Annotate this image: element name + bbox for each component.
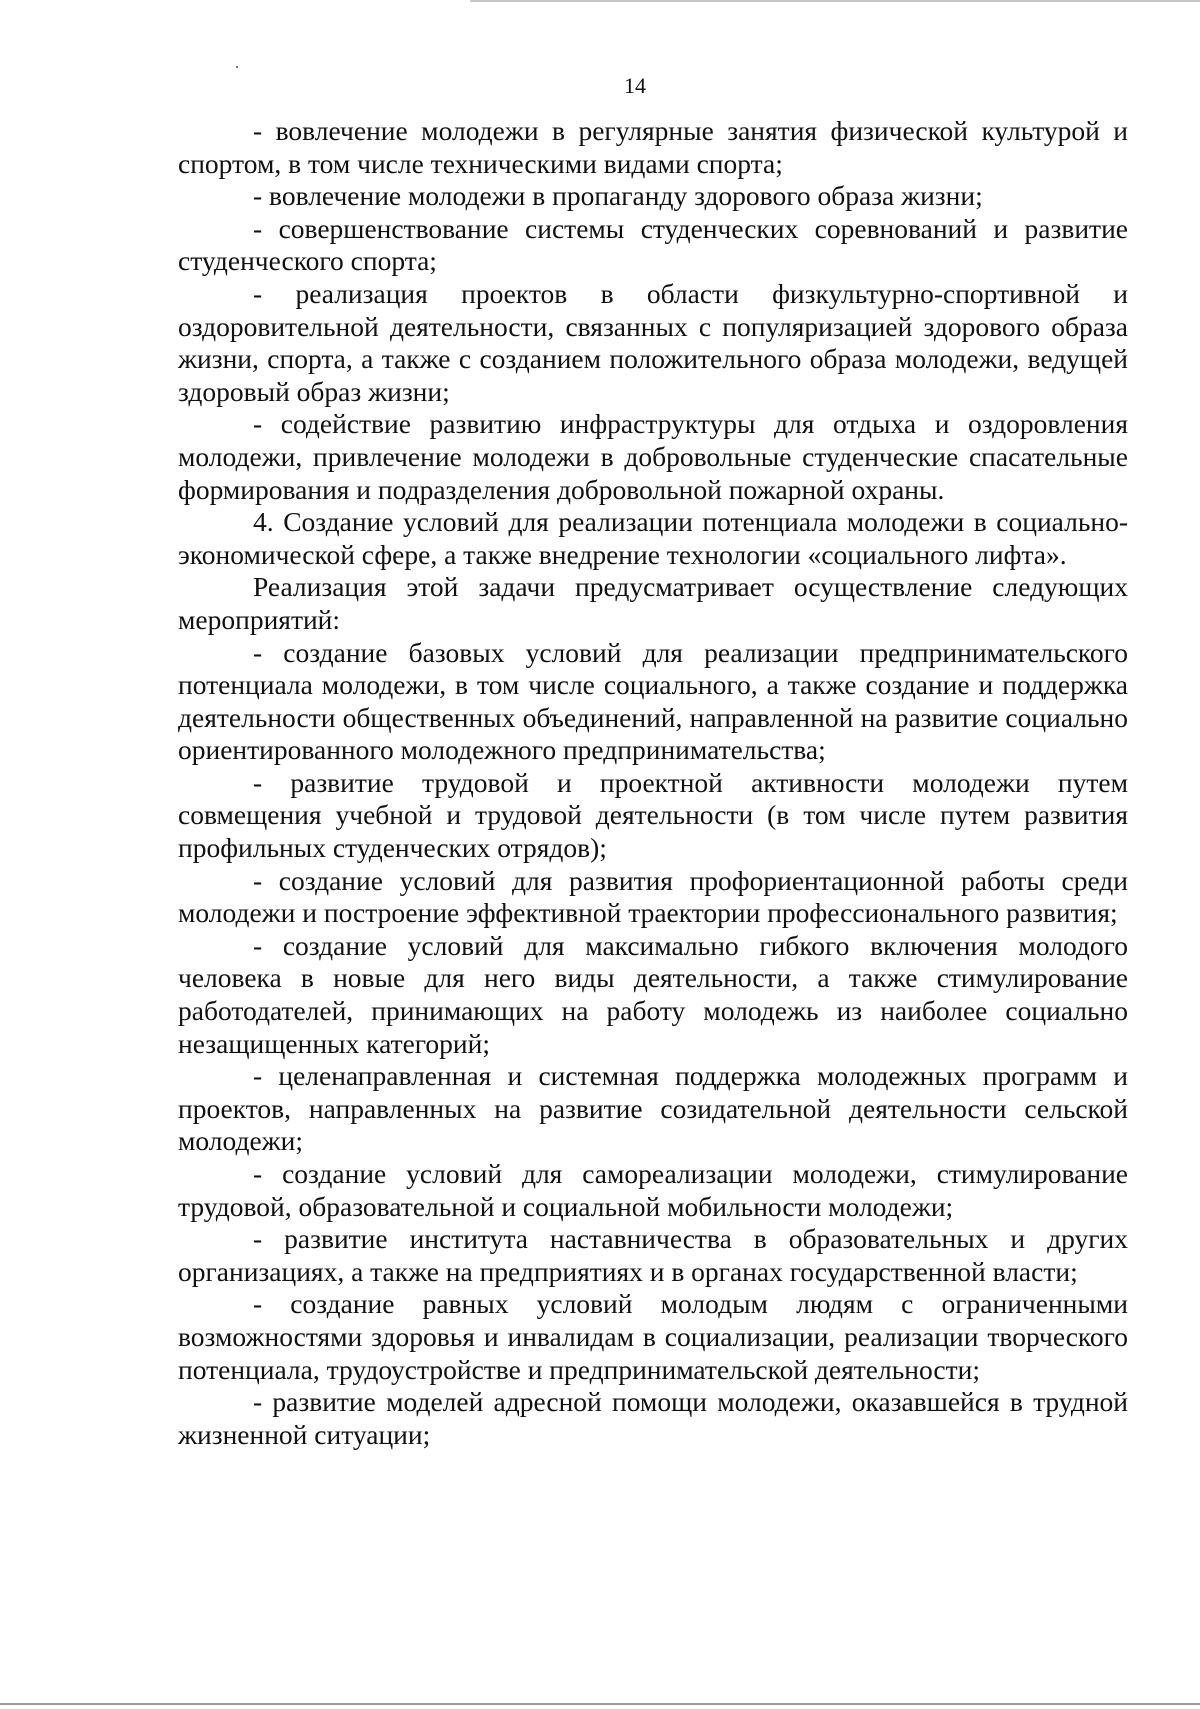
paragraph-self-realization: - создание условий для самореализации молодежи, стимулирование трудовой, образовательной и социальной мобильности молодежи; xyxy=(178,1158,1128,1222)
paragraph-career-guidance: - создание условий для развития профориентационной работы среди молодежи и построение эффективной траектории профессионального развития; xyxy=(178,864,1128,929)
paragraph-healthy-lifestyle-propaganda: - вовлечение молодежи в пропаганду здорового образа жизни; xyxy=(253,180,983,212)
paragraph-sport-projects: - реализация проектов в области физкультурно-спортивной и оздоровительной деятельности, связанных с популяризацией здорового образа жизни, спорта, а также с созданием положительного образа молодежи, ведущей здоровый образ жизни; xyxy=(178,277,1128,407)
paragraph-task-4-heading: 4. Создание условий для реализации потенциала молодежи в социально-экономической сфере, а также внедрение технологии «социального лифта». xyxy=(178,506,1128,570)
paragraph-mentorship: - развитие института наставничества в образовательных и других организациях, а также на предприятиях и в органах государственной власти; xyxy=(178,1223,1128,1287)
paragraph-task-4-intro: Реализация этой задачи предусматривает осуществление следующих мероприятий: xyxy=(178,571,1128,635)
paragraph-rural-youth: - целенаправленная и системная поддержка молодежных программ и проектов, направленных на развитие созидательной деятельности сельской молодежи; xyxy=(178,1060,1128,1157)
paragraph-labor-activity: - развитие трудовой и проектной активности молодежи путем совмещения учебной и трудовой деятельности (в том числе путем развития профильных студенческих отрядов); xyxy=(178,766,1128,864)
paragraph-flexible-inclusion: - создание условий для максимально гибкого включения молодого человека в новые для него виды деятельности, а также стимулирование работодателей, принимающих на работу молодежь из наиболее социально незащищенных категорий; xyxy=(178,929,1128,1059)
scan-speck xyxy=(236,66,238,68)
scan-edge-bottom xyxy=(0,1703,1200,1705)
paragraph-equal-conditions: - создание равных условий молодым людям с ограниченными возможностями здоровья и инвалидам в социализации, реализации творческого потенциала, трудоустройстве и предпринимательской деятельности; xyxy=(178,1288,1128,1385)
paragraph-targeted-assistance: - развитие моделей адресной помощи молодежи, оказавшейся в трудной жизненной ситуации; xyxy=(178,1386,1128,1450)
page-number: 14 xyxy=(624,73,646,98)
document-body xyxy=(178,115,1128,1451)
paragraph-entrepreneurship: - создание базовых условий для реализации предпринимательского потенциала молодежи, в том числе социального, а также создание и поддержка деятельности общественных объединений, направленной на развитие социально ориентированного молодежного предпринимательства; xyxy=(178,636,1128,766)
paragraph-infrastructure: - содействие развитию инфраструктуры для отдыха и оздоровления молодежи, привлечение молодежи в добровольные студенческие спасательные формирования и подразделения добровольной пожарной охраны. xyxy=(178,408,1128,505)
paragraph-sport-involvement: - вовлечение молодежи в регулярные занятия физической культурой и спортом, в том числе техническими видами спорта; xyxy=(178,115,1128,179)
scan-edge-top xyxy=(470,0,1200,2)
paragraph-student-competitions: - совершенствование системы студенческих соревнований и развитие студенческого спорта; xyxy=(178,212,1128,277)
